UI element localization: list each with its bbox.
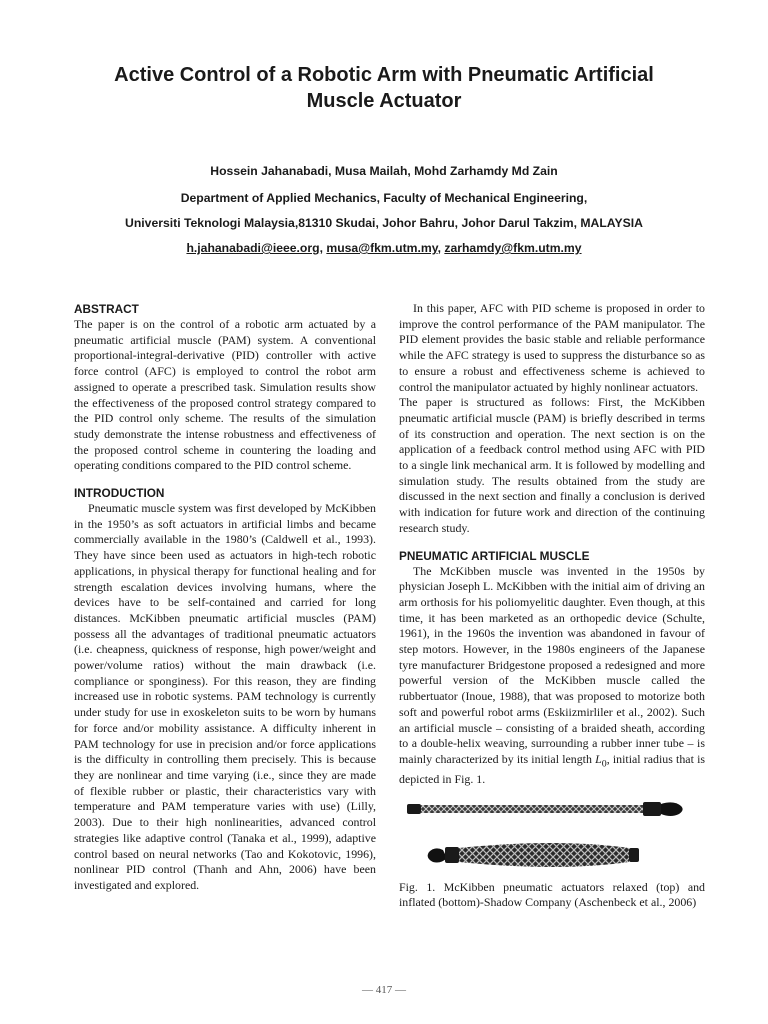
symbol-L: L xyxy=(595,751,602,766)
email-link-2[interactable]: musa@fkm.utm.my xyxy=(326,241,438,255)
muscle-actuators-photo xyxy=(399,794,705,876)
figure-1 xyxy=(399,794,705,876)
department: Department of Applied Mechanics, Faculty of Mechanical Engineering, xyxy=(180,191,588,205)
page-number: — 417 — xyxy=(362,984,406,996)
symbol-L-subscript: 0 xyxy=(601,758,607,770)
title-line-1: Active Control of a Robotic Arm with Pneumatic Artificial xyxy=(114,64,654,86)
emails xyxy=(40,241,728,255)
email-link-1[interactable]: h.jahanabadi@ieee.org xyxy=(186,241,320,255)
email-separator: , xyxy=(437,241,445,255)
email-link-3[interactable]: zarhamdy@fkm.utm.my xyxy=(444,241,582,255)
introduction-heading: INTRODUCTION xyxy=(74,486,165,501)
abstract-text: The paper is on the control of a robotic arm actuated by a pneumatic artificial muscle (PAM) system. A conventional proportional-integral-derivative (PID) controller with active force control (AFC) is employed to control the robot arm assigned to operate a prescribed task. Simulation results show the effectiveness of the proposed control strategy compared to the PID control only scheme. The results of the simulation study demonstrate the intense robustness and effectiveness of the proposed control scheme in countering the loading and operating conditions compared to the PID control scheme. xyxy=(74,317,376,473)
inflated-actuator xyxy=(428,843,639,867)
right-column xyxy=(399,301,705,911)
introduction-text: Pneumatic muscle system was first developed by McKibben in the 1950’s as soft actuators in artificial limbs and became commercially available in the 1980’s (Caldwell et al., 1993). They have since been used as actuators in high-tech robotic applications, in physical therapy for functional healing and for strength escalation devices involving humans, where the devices have to be self-contained and carried for long distances. McKibben pneumatic artificial muscles (PAM) possess all the advantages of traditional pneumatic actuators (i.e. cheapness, quickness of response, high power/weight and power/volume ratios) without the main drawback (i.e. compliance or sponginess). For this reason, they are finding increased use in robotic systems. PAM technology is currently under study for use in exoskeleton suits to be worn by humans for force and/or mobility assistance. A difficulty inherent in PAM technology for use in precision and/or force applications is the difficulty in controlling them precisely. This is because they are nonlinear and time varying (i.e., since they are made of flexible rubber or plastic, their characteristics vary with temperature and PAM temperature varies with use) (Lilly, 2003). Due to their high nonlinearities, advanced control strategies like adaptive control (Tanaka et al., 1999), adaptive control based on neural networks (Tao and Kokotovic, 1996), nonlinear PID control (Thanh and Ahn, 2006) have been investigated and explored. xyxy=(74,501,376,892)
introduction-para-3: The paper is structured as follows: First, the McKibben pneumatic artificial muscle (PAM) is briefly described in terms of its construction and operation. The next section is on the application of a feedback control method using AFC with PID to a single link mechanical arm. It is followed by modelling and simulation study. The results obtained from the study are discussed in the next section and finally a conclusion is derived with indication for future work and direction of the continuing research study. xyxy=(399,395,705,535)
relaxed-actuator xyxy=(407,802,683,816)
email-separator: , xyxy=(319,241,327,255)
university: Universiti Teknologi Malaysia,81310 Skudai, Johor Bahru, Johor Darul Takzim, MALAYSIA xyxy=(125,216,643,230)
pam-heading: PNEUMATIC ARTIFICIAL MUSCLE xyxy=(399,548,590,563)
figure-caption: Fig. 1. McKibben pneumatic actuators relaxed (top) and inflated (bottom)-Shadow Company (Aschenbeck et al., 2006) xyxy=(399,879,705,910)
pam-text: The McKibben muscle was invented in the 1950s by physician Joseph L. McKibben with the initial aim of driving an arm orthosis for his poliomyelitic daughter. Even though, at this time, it has been marketed as an orthopedic device (Schulte, 1961), in the 1960s the invention was abandoned in favour of step motors. However, in the 1980s engineers of the Japanese tyre manufacturer Bridgestone proposed a redesigned and more powerful version of the McKibben muscle called the rubbertuator (Inoue, 1988), that was proposed to motorize both soft and powerful robot arms (Eskiizmirliler et al., 2002). Such an artificial muscle – consisting of a braided sheath, according to a double-helix weaving, surrounding a rubber inner tube – is mainly characterized by its initial length $L_0$, initial radius that is depicted in Fig. 1. xyxy=(399,563,705,787)
title-line-2: Muscle Actuator xyxy=(306,90,462,112)
paper-title xyxy=(60,62,708,114)
introduction-para-2: In this paper, AFC with PID scheme is proposed in order to improve the control performance of the PAM manipulator. The PID element provides the basic stable and reliable performance while the AFC strategy is used to suppress the disturbance so as to ensure a robust and effectiveness scheme is achieved to control the manipulator actuated by highly nonlinear actuators. xyxy=(399,301,705,394)
authors: Hossein Jahanabadi, Musa Mailah, Mohd Zarhamdy Md Zain xyxy=(210,164,558,178)
abstract-heading: ABSTRACT xyxy=(74,302,139,316)
left-column xyxy=(74,301,376,894)
